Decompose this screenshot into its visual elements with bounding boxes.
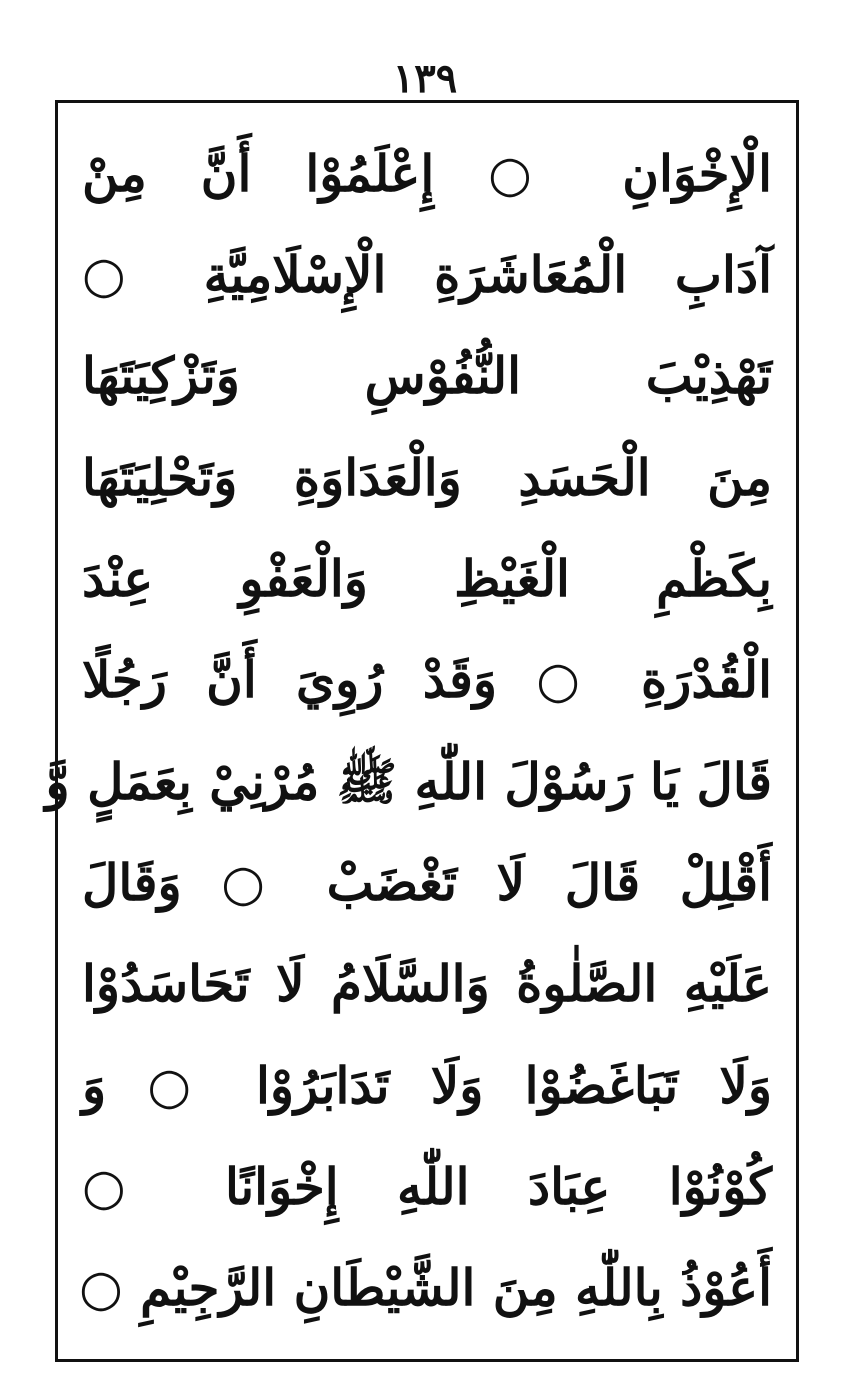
text-line: وَلَا تَبَاغَضُوْا وَلَا تَدَابَرُوْا ○ وَ (82, 1055, 772, 1115)
page-number: ١٣٩ (392, 55, 458, 102)
text-line: الْإِخْوَانِ ○ إِعْلَمُوْا أَنَّ مِنْ (82, 143, 772, 203)
text-line: كُوْنُوْا عِبَادَ اللّٰهِ إِخْوَانًا ○ (82, 1156, 772, 1216)
text-line: أَقْلِلْ قَالَ لَا تَغْضَبْ ○ وَقَالَ (82, 852, 772, 912)
text-line: بِكَظْمِ الْغَيْظِ وَالْعَفْوِ عِنْدَ (82, 548, 772, 608)
text-line: آدَابِ الْمُعَاشَرَةِ الْإِسْلَامِيَّةِ ○ (82, 244, 772, 304)
text-line: عَلَيْهِ الصَّلٰوةُ وَالسَّلَامُ لَا تَحَاسَدُوْا (82, 954, 772, 1014)
text-line: أَعُوْذُ بِاللّٰهِ مِنَ الشَّيْطَانِ الرَّجِيْمِ ○ (79, 1258, 772, 1318)
text-line: مِنَ الْحَسَدِ وَالْعَدَاوَةِ وَتَحْلِيَتَهَا (82, 447, 772, 507)
text-line: تَهْذِيْبَ النُّفُوْسِ وَتَزْكِيَتَهَا (82, 346, 772, 406)
text-line: الْقُدْرَةِ ○ وَقَدْ رُوِيَ أَنَّ رَجُلًا (82, 650, 772, 710)
text-frame (45, 100, 799, 1362)
text-line: قَالَ يَا رَسُوْلَ اللّٰهِ ﷺ مُرْنِيْ بِعَمَلٍ وَّ (45, 751, 772, 811)
